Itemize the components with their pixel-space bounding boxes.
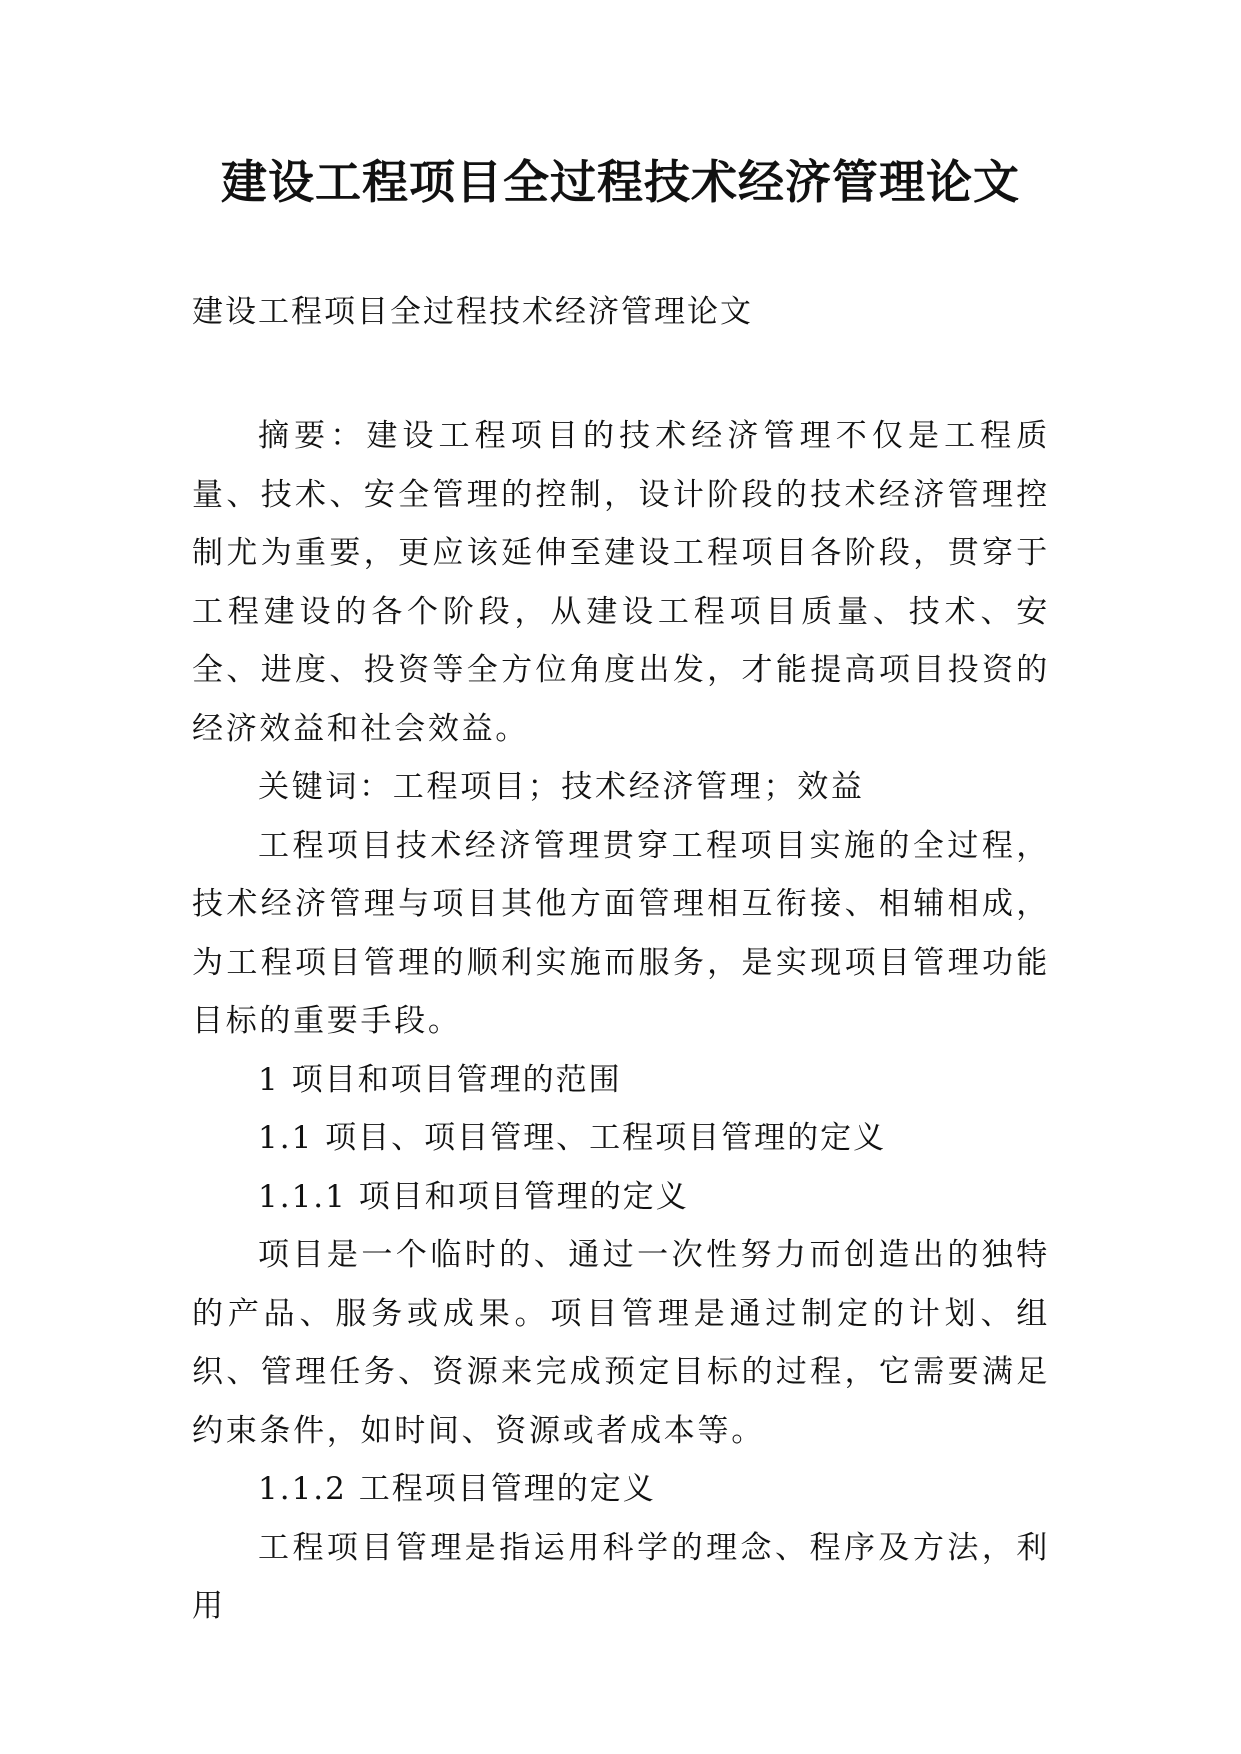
subsection-heading: 1.1 项目、项目管理、工程项目管理的定义 [258, 1120, 887, 1156]
document-subtitle: 建设工程项目全过程技术经济管理论文 [192, 294, 753, 330]
document-title: 建设工程项目全过程技术经济管理论文 [221, 155, 1020, 209]
section-heading: 1 项目和项目管理的范围 [258, 1061, 622, 1098]
keywords-paragraph: 关键词：工程项目；技术经济管理；效益 [258, 769, 865, 805]
definition-paragraph: 项目是一个临时的、通过一次性努力而创造出的独特的产品、服务或成果。项目管理是通过制定的计划、组织、管理任务、资源来完成预定目标的过程，它需要满足约束条件，如时间、资源或者成本等。 [192, 1237, 1050, 1449]
document-body [192, 407, 1050, 1636]
abstract-paragraph: 摘要：建设工程项目的技术经济管理不仅是工程质量、技术、安全管理的控制，设计阶段的技术经济管理控制尤为重要，更应该延伸至建设工程项目各阶段，贯穿于工程建设的各个阶段，从建设工程项目质量、技术、安全、进度、投资等全方位角度出发，才能提高项目投资的经济效益和社会效益。 [192, 418, 1050, 747]
subsubsection-heading: 1.1.2 工程项目管理的定义 [258, 1471, 656, 1507]
subsubsection-heading: 1.1.1 项目和项目管理的定义 [258, 1178, 689, 1215]
body-paragraph: 工程项目管理是指运用科学的理念、程序及方法，利用 [192, 1529, 1050, 1624]
intro-paragraph: 工程项目技术经济管理贯穿工程项目实施的全过程，技术经济管理与项目其他方面管理相互衔接、相辅相成，为工程项目管理的顺利实施而服务，是实现项目管理功能目标的重要手段。 [192, 827, 1050, 1039]
